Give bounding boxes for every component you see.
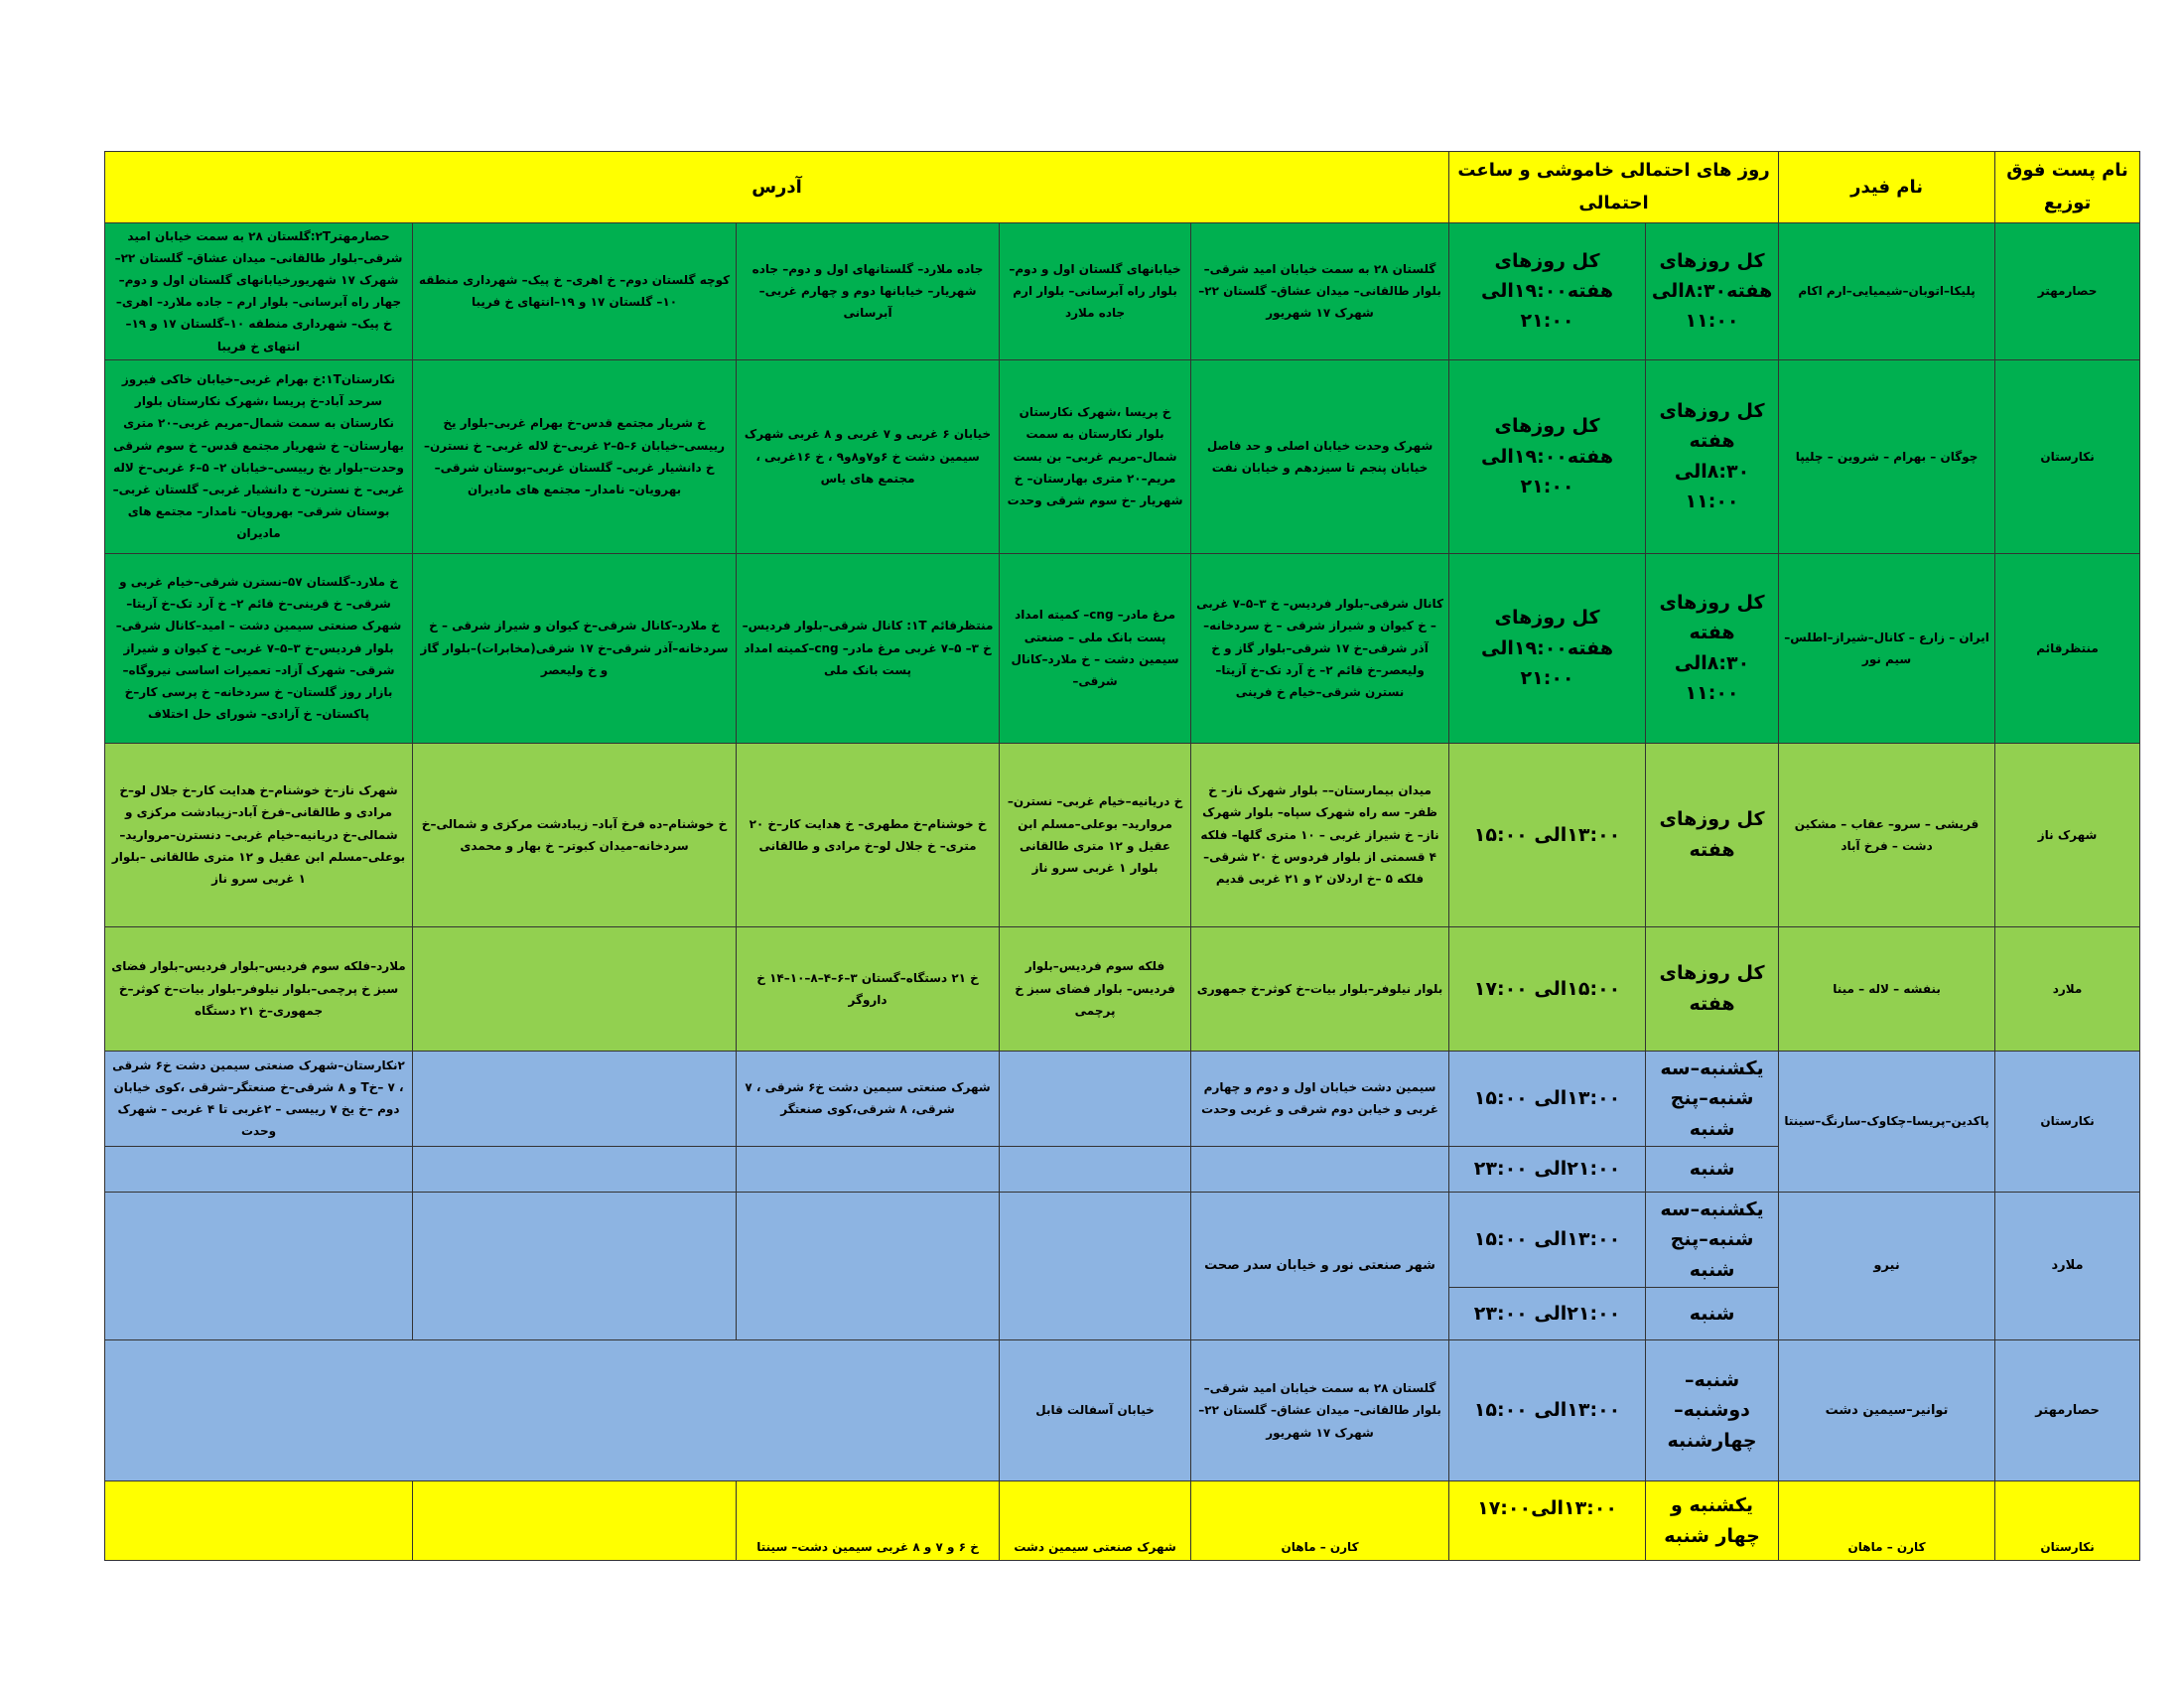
days-cell: کل روزهای هفته [1646,743,1779,926]
address-cell: مرغ مادر– cng– کمیته امداد پست بانک ملی – صنعتی سیمین دشت – خ ملارد–کانال شرقی– [1000,553,1191,743]
address-cell-empty [413,1146,737,1192]
feeder-cell: قریشی – سرو– عقاب – مشکین دشت – فرخ آباد [1779,743,1995,926]
time-cell: ۲۱:۰۰الی ۲۳:۰۰ [1449,1146,1646,1192]
address-cell: فلکه سوم فردیس–بلوار فردیس– بلوار فضای سبز خ پرچمی [1000,926,1191,1051]
address-cell: شهر صنعتی نور و خیابان سدر صحت [1191,1192,1449,1339]
header-address: آدرس [105,152,1449,223]
address-cell: شهرک صنعتی سیمین دشت [1000,1481,1191,1561]
address-cell: سیمین دشت خیابان اول و دوم و چهارم غربی و خیابن دوم شرقی و غربی وحدت [1191,1051,1449,1146]
address-cell-empty [1000,1051,1191,1146]
days-cell: یکشنبه و چهار شنبه [1646,1481,1779,1561]
address-cell: خیابان آسفالت قابل [1000,1340,1191,1481]
days-cell: کل روزهای هفته ۸:۳۰الی ۱۱:۰۰ [1646,359,1779,553]
address-cell: خ ۶ و ۷ و ۸ غربی سیمین دشت– سینتا [737,1481,1000,1561]
header-row [105,152,2140,223]
days-cell: شنبه [1646,1146,1779,1192]
days-cell: یکشنبه–سه شنبه–پنج شنبه [1646,1192,1779,1287]
table-row [105,222,2140,359]
feeder-cell: نیرو [1779,1192,1995,1339]
table-row [105,743,2140,926]
address-cell: شهرک وحدت خیابان اصلی و حد فاصل خیابان پنجم تا سیزدهم و خیابان نفت [1191,359,1449,553]
address-cell-empty [413,1051,737,1146]
address-cell-empty [413,1192,737,1339]
substation-cell: شهرک ناز [1995,743,2140,926]
substation-cell: نکارستان [1995,359,2140,553]
table-row [105,1051,2140,1146]
address-cell-empty [737,1146,1000,1192]
days-cell: کل روزهای هفته [1646,926,1779,1051]
address-cell: گلستان ۲۸ به سمت خیابان امید شرقی–بلوار طالقانی– میدان عشاق– گلستان ۲۲– شهرک ۱۷ شهریور [1191,222,1449,359]
address-cell-empty [1000,1192,1191,1339]
address-cell: خ پریسا ،شهرک نکارستان بلوار نکارستان به سمت شمال–مریم غربی– بن بست مریم–۲۰ متری بهارستان– خ شهریار –خ سوم شرقی وحدت [1000,359,1191,553]
time-cell: ۱۳:۰۰الی ۱۵:۰۰ [1449,1051,1646,1146]
feeder-cell: کارن – ماهان [1779,1481,1995,1561]
feeder-cell: توانیر–سیمین دشت [1779,1340,1995,1481]
address-cell: شهرک ناز–خ خوشنام–خ هدایت کار–خ جلال لو–خ مرادی و طالقانی–فرخ آباد–زیبادشت مرکزی و شمالی–خ دریانیه–خیام غربی– دنسترن–مروارید– بوعلی–مسلم ابن عقیل و ۱۲ متری طالقانی –بلوار ۱ غربی سرو ناز [105,743,413,926]
address-cell-empty [105,1146,413,1192]
address-cell: کارن – ماهان [1191,1481,1449,1561]
substation-cell: ملارد [1995,1192,2140,1339]
substation-cell: ملارد [1995,926,2140,1051]
time-cell: ۲۱:۰۰الی ۲۳:۰۰ [1449,1288,1646,1340]
time-cell: کل روزهای هفته۱۹:۰۰الی ۲۱:۰۰ [1449,553,1646,743]
header-feeder: نام فیدر [1779,152,1995,223]
address-cell-empty [105,1481,413,1561]
address-cell: ۲نکارستان–شهرک صنعتی سیمین دشت خ۶ شرقی ، ۷ –خT و ۸ شرقی–خ صنعتگر–شرقی ،کوی خیابان دوم –خ یخ ۷ رییسی – ۲غربی تا ۴ غربی – شهرک وحدت [105,1051,413,1146]
address-cell: ملارد–فلکه سوم فردیس–بلوار فردیس–بلوار فضای سبز خ پرچمی–بلوار نیلوفر–بلوار بیات–خ کوثر–خ جمهوری–خ ۲۱ دستگاه [105,926,413,1051]
outage-table [104,151,2140,1561]
address-cell-empty [1000,1146,1191,1192]
address-cell: خ ۲۱ دستگاه–گستان ۳–۶–۴–۸–۱۰–۱۴ خ داروگر [737,926,1000,1051]
time-cell: ۱۳:۰۰الی ۱۵:۰۰ [1449,1340,1646,1481]
substation-cell: نکارستان [1995,1481,2140,1561]
address-cell: بلوار نیلوفر–بلوار بیات–خ کوثر–خ جمهوری [1191,926,1449,1051]
address-cell-empty [737,1192,1000,1339]
time-cell: ۱۳:۰۰الی ۱۵:۰۰ [1449,1192,1646,1287]
time-cell: کل روزهای هفته۱۹:۰۰الی ۲۱:۰۰ [1449,222,1646,359]
days-cell: شنبه [1646,1288,1779,1340]
substation-cell: حصارمهتر [1995,222,2140,359]
header-substation: نام پست فوق توزیع [1995,152,2140,223]
address-cell: کانال شرقی–بلوار فردیس– خ ۳–۵–۷ غربی – خ کیوان و شیراز شرقی – خ سردخانه– آذر شرقی–خ ۱۷ شرقی–بلوار گاز و خ ولیعصر–خ قائم ۲– خ آرد تک–خ آزیتا–نسترن شرقی–خیام خ فرینی [1191,553,1449,743]
address-cell: خیابان ۶ غربی و ۷ غربی و ۸ غربی شهرک سیمین دشت خ ۶و۷و۸و۹ ، خ ۱۶غربی ، مجتمع های یاس [737,359,1000,553]
days-cell: کل روزهای هفته۸:۳۰الی ۱۱:۰۰ [1646,222,1779,359]
address-cell: خ دریانیه–خیام غربی– نسترن– مروارید– بوعلی–مسلم ابن عقیل و ۱۲ متری طالقانی بلوار ۱ غربی سرو ناز [1000,743,1191,926]
address-cell-empty [105,1192,413,1339]
address-cell: خ خوشنام–ده فرخ آباد– زیبادشت مرکزی و شمالی–خ سردخانه–میدان کبوتر– خ بهار و محمدی [413,743,737,926]
table-row [105,1192,2140,1287]
address-cell-empty [413,1481,737,1561]
address-cell: میدان بیمارستان–– بلوار شهرک ناز– خ ظفر– سه راه شهرک سپاه– بلوار شهرک ناز– خ شیراز غربی – ۱۰ متری گلها– فلکه ۴ قسمتی از بلوار فردوس خ ۲۰ شرقی– فلکه ۵ –خ اردلان ۲ و ۲۱ غربی قدیم [1191,743,1449,926]
time-cell: ۱۵:۰۰الی ۱۷:۰۰ [1449,926,1646,1051]
address-cell: خ شریار مجتمع قدس–خ بهرام غربی–بلوار یخ رییسی–خیابان ۶–۵–۲ غربی–خ لاله غربی– خ نسترن– خ دانشیار غربی– گلستان غربی–بوستان شرقی– بهرویان– نامدار– مجتمع های مادیران [413,359,737,553]
address-cell-empty [105,1340,1000,1481]
address-cell: منتظرقائم ۱T: کانال شرقی–بلوار فردیس–خ ۳– ۵–۷ غربی مرغ مادر– cng–کمیته امداد پست بانک ملی [737,553,1000,743]
table-row [105,926,2140,1051]
feeder-cell: پاکدین–پریسا–چکاوک–سارنگ–سینتا [1779,1051,1995,1192]
address-cell: جاده ملارد– گلستانهای اول و دوم– جاده شهریار– خیابانها دوم و چهارم غربی– آبرسانی [737,222,1000,359]
substation-cell: منتظرقائم [1995,553,2140,743]
feeder-cell: ایران – زارع – کانال–شیراز–اطلس– سیم نور [1779,553,1995,743]
substation-cell: حصارمهتر [1995,1340,2140,1481]
feeder-cell: چوگان – بهرام – شروین – چلیپا [1779,359,1995,553]
outage-schedule-sheet [104,151,2139,1554]
address-cell: خ ملارد–کانال شرقی–خ کیوان و شیراز شرقی – خ سردخانه–آذر شرقی–خ ۱۷ شرقی(مخابرات)–بلوار گاز و خ ولیعصر [413,553,737,743]
time-cell: کل روزهای هفته۱۹:۰۰الی ۲۱:۰۰ [1449,359,1646,553]
days-cell: شنبه–دوشنبه– چهارشنبه [1646,1340,1779,1481]
header-days-time: روز های احتمالی خاموشی و ساعت احتمالی [1449,152,1779,223]
address-cell: گلستان ۲۸ به سمت خیابان امید شرقی–بلوار طالقانی– میدان عشاق– گلستان ۲۲– شهرک ۱۷ شهریور [1191,1340,1449,1481]
address-cell: خیابانهای گلستان اول و دوم– بلوار راه آبرسانی– بلوار ارم جاده ملارد [1000,222,1191,359]
days-cell: کل روزهای هفته ۸:۳۰الی ۱۱:۰۰ [1646,553,1779,743]
substation-cell: نکارستان [1995,1051,2140,1192]
time-cell: ۱۳:۰۰الی۱۷:۰۰ [1449,1481,1646,1561]
address-cell: خ ملارد–گلستان ۵۷–نسترن شرقی–خیام غربی و شرقی– خ قرینی–خ قائم ۲– خ آرد تک–خ آزیتا–شهرک صنعتی سیمین دشت – امید–کانال شرقی–بلوار فردیس–خ ۳–۵–۷ غربی– خ کیوان و شیراز شرقی– شهرک آزاد– تعمیرات اساسی نیروگاه– بازار روز گلستان– خ سردخانه– خ پرسی کار–خ پاکستان– خ آزادی– شورای حل اختلاف [105,553,413,743]
address-cell: شهرک صنعتی سیمین دشت خ۶ شرقی ، ۷ شرقی، ۸ شرقی،کوی صنعتگر [737,1051,1000,1146]
address-cell-empty [413,926,737,1051]
feeder-cell: بنفشه – لاله – مینا [1779,926,1995,1051]
feeder-cell: پلیکا–اتوبان–شیمیایی–ارم اکام [1779,222,1995,359]
address-cell-empty [1191,1146,1449,1192]
address-cell: حصارمهتر۲T:گلستان ۲۸ به سمت خیابان امید شرقی–بلوار طالقانی– میدان عشاق– گلستان ۲۲– شهرک ۱۷ شهریورخیابانهای گلستان اول و دوم– جهار راه آبرسانی– بلوار ارم – جاده ملارد– اهری– خ پیک– شهرداری منطقه ۱۰–گلستان ۱۷ و ۱۹–انتهای خ فریبا [105,222,413,359]
table-row [105,359,2140,553]
table-row [105,1340,2140,1481]
days-cell: یکشنبه–سه شنبه–پنج شنبه [1646,1051,1779,1146]
address-cell: کوچه گلستان دوم– خ اهری– خ پیک– شهرداری منطقه ۱۰– گلستان ۱۷ و ۱۹–انتهای خ فریبا [413,222,737,359]
address-cell: خ خوشنام–خ مطهری– خ هدایت کار–خ ۲۰ متری– خ جلال لو–خ مرادی و طالقانی [737,743,1000,926]
table-row [105,553,2140,743]
table-row [105,1481,2140,1561]
address-cell: نکارستان۱T:خ بهرام غربی–خیابان خاکی فیروز سرحد آباد–خ پریسا ،شهرک نکارستان بلوار نکارستان به سمت شمال–مریم غربی–۲۰ متری بهارستان– خ شهریار مجتمع قدس– خ سوم شرقی وحدت–بلوار یخ رییسی–خیابان ۲– ۵–۶ غربی–خ لاله غربی– خ نسترن– خ دانشیار غربی– گلستان غربی–بوستان شرقی– بهرویان– نامدار– مجتمع های مادیران [105,359,413,553]
time-cell: ۱۳:۰۰الی ۱۵:۰۰ [1449,743,1646,926]
